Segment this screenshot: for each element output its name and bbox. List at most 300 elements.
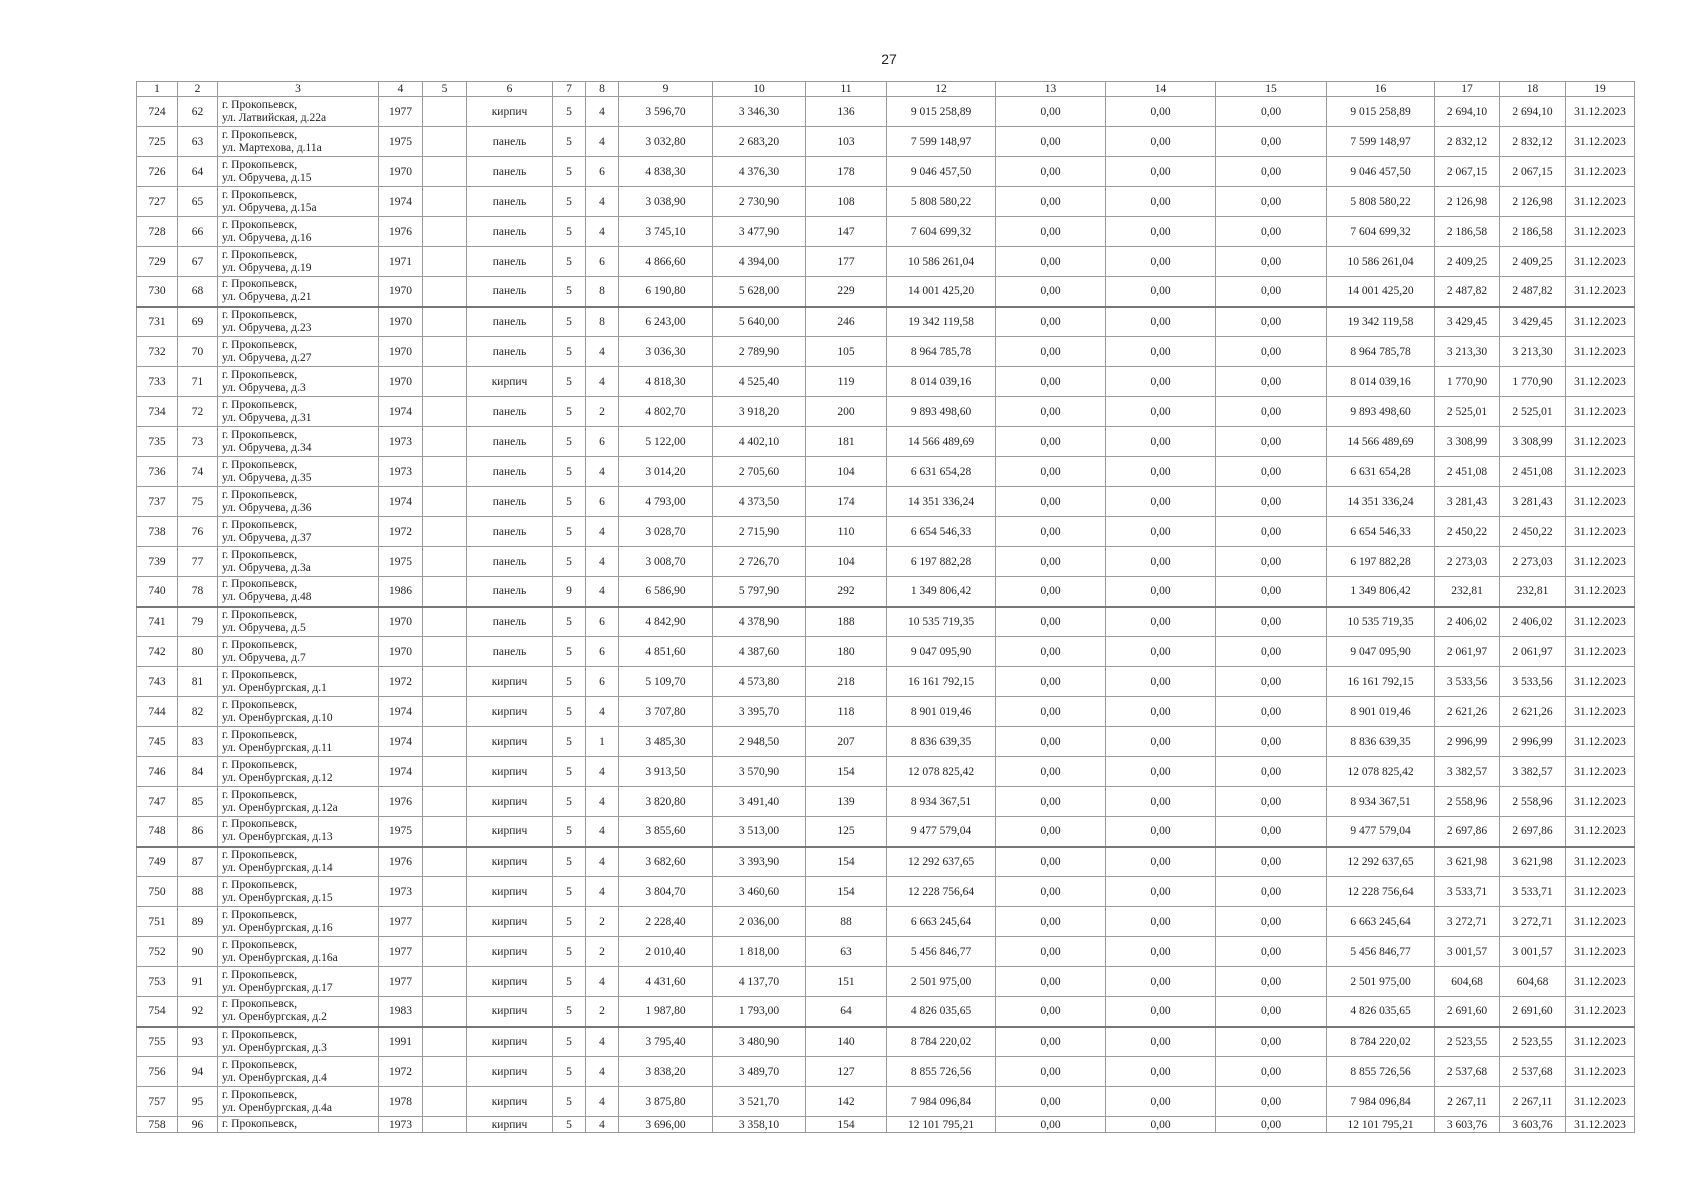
date-cell: 31.12.2023	[1566, 337, 1635, 367]
address-cell	[218, 247, 379, 277]
floors-cell: 5	[553, 487, 586, 517]
wall-material-cell: панель	[467, 607, 553, 637]
table-row	[137, 847, 1635, 877]
row-number-cell: 726	[137, 157, 178, 187]
value-cell-16: 8 934 367,51	[1327, 787, 1435, 817]
value-cell-18: 2 621,26	[1500, 697, 1566, 727]
value-cell-17: 2 691,60	[1435, 997, 1500, 1027]
entrances-cell: 6	[586, 487, 619, 517]
year-cell: 1972	[379, 517, 423, 547]
value-cell-17: 2 126,98	[1435, 187, 1500, 217]
floors-cell: 5	[553, 427, 586, 457]
wall-material-cell: кирпич	[467, 997, 553, 1027]
date-cell: 31.12.2023	[1566, 187, 1635, 217]
date-cell: 31.12.2023	[1566, 127, 1635, 157]
table-row	[137, 757, 1635, 787]
residents-cell: 127	[806, 1057, 887, 1087]
value-cell-13: 0,00	[996, 367, 1106, 397]
cost-cell: 10 535 719,35	[887, 607, 996, 637]
value-cell-15: 0,00	[1216, 487, 1327, 517]
value-cell-16: 1 349 806,42	[1327, 577, 1435, 607]
floors-cell: 5	[553, 607, 586, 637]
date-cell: 31.12.2023	[1566, 877, 1635, 907]
residents-cell: 110	[806, 517, 887, 547]
column-header-3: 3	[218, 82, 379, 97]
floors-cell: 5	[553, 1027, 586, 1057]
total-area-cell: 2 010,40	[619, 937, 713, 967]
row-index-cell: 81	[178, 667, 218, 697]
value-cell-16: 6 631 654,28	[1327, 457, 1435, 487]
value-cell-15: 0,00	[1216, 967, 1327, 997]
value-cell-16: 7 604 699,32	[1327, 217, 1435, 247]
row-number-cell: 757	[137, 1087, 178, 1117]
date-cell: 31.12.2023	[1566, 247, 1635, 277]
living-area-cell: 3 918,20	[713, 397, 806, 427]
wall-material-cell: кирпич	[467, 97, 553, 127]
table-row	[137, 427, 1635, 457]
address-cell	[218, 337, 379, 367]
value-cell-18: 3 533,56	[1500, 667, 1566, 697]
entrances-cell: 2	[586, 397, 619, 427]
value-cell-13: 0,00	[996, 847, 1106, 877]
row-number-cell: 736	[137, 457, 178, 487]
empty-cell	[423, 907, 467, 937]
address-city: г. Прокопьевск,	[222, 818, 298, 831]
year-cell: 1970	[379, 607, 423, 637]
cost-cell: 7 984 096,84	[887, 1087, 996, 1117]
value-cell-16: 9 893 498,60	[1327, 397, 1435, 427]
row-number-cell: 750	[137, 877, 178, 907]
year-cell: 1973	[379, 1117, 423, 1133]
row-number-cell: 747	[137, 787, 178, 817]
empty-cell	[423, 937, 467, 967]
empty-cell	[423, 1057, 467, 1087]
residents-cell: 154	[806, 877, 887, 907]
value-cell-18: 232,81	[1500, 577, 1566, 607]
row-number-cell: 741	[137, 607, 178, 637]
value-cell-14: 0,00	[1106, 397, 1216, 427]
empty-cell	[423, 517, 467, 547]
empty-cell	[423, 157, 467, 187]
address-cell	[218, 727, 379, 757]
empty-cell	[423, 697, 467, 727]
value-cell-18: 3 213,30	[1500, 337, 1566, 367]
row-number-cell: 730	[137, 277, 178, 307]
column-header-13: 13	[996, 82, 1106, 97]
total-area-cell: 3 707,80	[619, 697, 713, 727]
date-cell: 31.12.2023	[1566, 157, 1635, 187]
total-area-cell: 3 014,20	[619, 457, 713, 487]
table-row	[137, 1027, 1635, 1057]
cost-cell: 19 342 119,58	[887, 307, 996, 337]
table-row	[137, 697, 1635, 727]
value-cell-15: 0,00	[1216, 427, 1327, 457]
empty-cell	[423, 307, 467, 337]
residents-cell: 151	[806, 967, 887, 997]
year-cell: 1974	[379, 727, 423, 757]
living-area-cell: 2 705,60	[713, 457, 806, 487]
cost-cell: 12 101 795,21	[887, 1117, 996, 1133]
value-cell-18: 2 697,86	[1500, 817, 1566, 847]
wall-material-cell: кирпич	[467, 1027, 553, 1057]
living-area-cell: 2 715,90	[713, 517, 806, 547]
value-cell-15: 0,00	[1216, 697, 1327, 727]
value-cell-14: 0,00	[1106, 907, 1216, 937]
value-cell-18: 3 429,45	[1500, 307, 1566, 337]
date-cell: 31.12.2023	[1566, 787, 1635, 817]
value-cell-17: 3 621,98	[1435, 847, 1500, 877]
entrances-cell: 4	[586, 97, 619, 127]
residents-cell: 180	[806, 637, 887, 667]
value-cell-14: 0,00	[1106, 337, 1216, 367]
row-number-cell: 731	[137, 307, 178, 337]
address-street: ул. Оренбургская, д.14	[222, 861, 333, 874]
empty-cell	[423, 547, 467, 577]
floors-cell: 5	[553, 217, 586, 247]
value-cell-17: 2 450,22	[1435, 517, 1500, 547]
total-area-cell: 4 851,60	[619, 637, 713, 667]
living-area-cell: 3 491,40	[713, 787, 806, 817]
column-header-17: 17	[1435, 82, 1500, 97]
value-cell-16: 9 046 457,50	[1327, 157, 1435, 187]
value-cell-18: 2 832,12	[1500, 127, 1566, 157]
empty-cell	[423, 997, 467, 1027]
entrances-cell: 6	[586, 607, 619, 637]
residents-cell: 174	[806, 487, 887, 517]
table-row	[137, 517, 1635, 547]
date-cell: 31.12.2023	[1566, 1087, 1635, 1117]
table-row	[137, 97, 1635, 127]
empty-cell	[423, 247, 467, 277]
address-street: ул. Мартехова, д.11а	[222, 141, 322, 154]
date-cell: 31.12.2023	[1566, 427, 1635, 457]
floors-cell: 5	[553, 1087, 586, 1117]
date-cell: 31.12.2023	[1566, 547, 1635, 577]
value-cell-18: 3 001,57	[1500, 937, 1566, 967]
total-area-cell: 3 696,00	[619, 1117, 713, 1133]
entrances-cell: 4	[586, 187, 619, 217]
value-cell-15: 0,00	[1216, 847, 1327, 877]
value-cell-18: 1 770,90	[1500, 367, 1566, 397]
empty-cell	[423, 967, 467, 997]
living-area-cell: 4 402,10	[713, 427, 806, 457]
residents-cell: 154	[806, 757, 887, 787]
floors-cell: 5	[553, 127, 586, 157]
address-city: г. Прокопьевск,	[222, 308, 298, 321]
value-cell-14: 0,00	[1106, 157, 1216, 187]
address-street: ул. Обручева, д.35	[222, 471, 312, 484]
date-cell: 31.12.2023	[1566, 307, 1635, 337]
value-cell-17: 2 832,12	[1435, 127, 1500, 157]
value-cell-15: 0,00	[1216, 1027, 1327, 1057]
value-cell-16: 9 477 579,04	[1327, 817, 1435, 847]
value-cell-18: 2 267,11	[1500, 1087, 1566, 1117]
value-cell-13: 0,00	[996, 1117, 1106, 1133]
value-cell-13: 0,00	[996, 217, 1106, 247]
value-cell-13: 0,00	[996, 97, 1106, 127]
total-area-cell: 4 818,30	[619, 367, 713, 397]
address-cell	[218, 517, 379, 547]
address-street: ул. Обручева, д.7	[222, 651, 306, 664]
value-cell-17: 2 537,68	[1435, 1057, 1500, 1087]
row-number-cell: 725	[137, 127, 178, 157]
row-number-cell: 724	[137, 97, 178, 127]
value-cell-13: 0,00	[996, 157, 1106, 187]
total-area-cell: 3 008,70	[619, 547, 713, 577]
empty-cell	[423, 337, 467, 367]
row-index-cell: 76	[178, 517, 218, 547]
address-city: г. Прокопьевск,	[222, 488, 298, 501]
value-cell-15: 0,00	[1216, 127, 1327, 157]
value-cell-13: 0,00	[996, 427, 1106, 457]
row-number-cell: 740	[137, 577, 178, 607]
residents-cell: 181	[806, 427, 887, 457]
living-area-cell: 5 797,90	[713, 577, 806, 607]
value-cell-17: 3 533,56	[1435, 667, 1500, 697]
date-cell: 31.12.2023	[1566, 697, 1635, 727]
wall-material-cell: кирпич	[467, 1117, 553, 1133]
address-cell	[218, 187, 379, 217]
address-city: г. Прокопьевск,	[222, 638, 298, 651]
wall-material-cell: кирпич	[467, 967, 553, 997]
value-cell-17: 2 406,02	[1435, 607, 1500, 637]
entrances-cell: 8	[586, 307, 619, 337]
total-area-cell: 3 745,10	[619, 217, 713, 247]
row-index-cell: 62	[178, 97, 218, 127]
address-cell	[218, 457, 379, 487]
address-street: ул. Оренбургская, д.12	[222, 771, 333, 784]
value-cell-15: 0,00	[1216, 307, 1327, 337]
residents-cell: 147	[806, 217, 887, 247]
row-index-cell: 69	[178, 307, 218, 337]
value-cell-18: 2 694,10	[1500, 97, 1566, 127]
cost-cell: 12 228 756,64	[887, 877, 996, 907]
living-area-cell: 4 376,30	[713, 157, 806, 187]
floors-cell: 5	[553, 307, 586, 337]
floors-cell: 5	[553, 277, 586, 307]
wall-material-cell: панель	[467, 187, 553, 217]
column-header-12: 12	[887, 82, 996, 97]
table-row	[137, 727, 1635, 757]
living-area-cell: 3 477,90	[713, 217, 806, 247]
value-cell-17: 3 001,57	[1435, 937, 1500, 967]
address-street: ул. Оренбургская, д.4а	[222, 1101, 332, 1114]
value-cell-14: 0,00	[1106, 877, 1216, 907]
living-area-cell: 3 513,00	[713, 817, 806, 847]
empty-cell	[423, 577, 467, 607]
floors-cell: 5	[553, 637, 586, 667]
residents-cell: 218	[806, 667, 887, 697]
wall-material-cell: панель	[467, 397, 553, 427]
column-header-14: 14	[1106, 82, 1216, 97]
value-cell-16: 6 197 882,28	[1327, 547, 1435, 577]
floors-cell: 5	[553, 97, 586, 127]
date-cell: 31.12.2023	[1566, 757, 1635, 787]
cost-cell: 14 001 425,20	[887, 277, 996, 307]
value-cell-16: 12 101 795,21	[1327, 1117, 1435, 1133]
table-row	[137, 277, 1635, 307]
year-cell: 1972	[379, 1057, 423, 1087]
row-number-cell: 748	[137, 817, 178, 847]
date-cell: 31.12.2023	[1566, 817, 1635, 847]
empty-cell	[423, 877, 467, 907]
value-cell-17: 2 067,15	[1435, 157, 1500, 187]
address-city: г. Прокопьевск,	[222, 158, 298, 171]
value-cell-14: 0,00	[1106, 247, 1216, 277]
address-cell	[218, 217, 379, 247]
address-cell	[218, 787, 379, 817]
address-city: г. Прокопьевск,	[222, 668, 298, 681]
total-area-cell: 6 243,00	[619, 307, 713, 337]
wall-material-cell: кирпич	[467, 787, 553, 817]
row-number-cell: 734	[137, 397, 178, 427]
value-cell-17: 2 697,86	[1435, 817, 1500, 847]
row-number-cell: 753	[137, 967, 178, 997]
value-cell-17: 2 451,08	[1435, 457, 1500, 487]
value-cell-13: 0,00	[996, 607, 1106, 637]
empty-cell	[423, 457, 467, 487]
value-cell-14: 0,00	[1106, 577, 1216, 607]
table-row	[137, 337, 1635, 367]
table-row	[137, 487, 1635, 517]
value-cell-15: 0,00	[1216, 937, 1327, 967]
floors-cell: 5	[553, 1117, 586, 1133]
value-cell-13: 0,00	[996, 727, 1106, 757]
year-cell: 1970	[379, 277, 423, 307]
cost-cell: 9 015 258,89	[887, 97, 996, 127]
residents-cell: 104	[806, 457, 887, 487]
address-city: г. Прокопьевск,	[222, 398, 298, 411]
wall-material-cell: кирпич	[467, 877, 553, 907]
row-number-cell: 729	[137, 247, 178, 277]
cost-cell: 16 161 792,15	[887, 667, 996, 697]
value-cell-18: 2 273,03	[1500, 547, 1566, 577]
row-number-cell: 727	[137, 187, 178, 217]
address-street: ул. Оренбургская, д.4	[222, 1071, 327, 1084]
wall-material-cell: панель	[467, 637, 553, 667]
date-cell: 31.12.2023	[1566, 637, 1635, 667]
value-cell-13: 0,00	[996, 967, 1106, 997]
address-city: г. Прокопьевск,	[222, 788, 298, 801]
row-number-cell: 752	[137, 937, 178, 967]
row-index-cell: 72	[178, 397, 218, 427]
wall-material-cell: панель	[467, 457, 553, 487]
address-cell	[218, 697, 379, 727]
value-cell-13: 0,00	[996, 637, 1106, 667]
row-number-cell: 732	[137, 337, 178, 367]
value-cell-14: 0,00	[1106, 787, 1216, 817]
value-cell-15: 0,00	[1216, 97, 1327, 127]
total-area-cell: 4 802,70	[619, 397, 713, 427]
value-cell-14: 0,00	[1106, 307, 1216, 337]
address-cell	[218, 907, 379, 937]
row-number-cell: 745	[137, 727, 178, 757]
value-cell-16: 6 663 245,64	[1327, 907, 1435, 937]
entrances-cell: 2	[586, 997, 619, 1027]
value-cell-15: 0,00	[1216, 667, 1327, 697]
address-cell	[218, 1027, 379, 1057]
value-cell-14: 0,00	[1106, 427, 1216, 457]
total-area-cell: 4 866,60	[619, 247, 713, 277]
table-row	[137, 217, 1635, 247]
value-cell-15: 0,00	[1216, 757, 1327, 787]
residents-cell: 177	[806, 247, 887, 277]
value-cell-14: 0,00	[1106, 667, 1216, 697]
row-number-cell: 758	[137, 1117, 178, 1133]
value-cell-15: 0,00	[1216, 1087, 1327, 1117]
floors-cell: 5	[553, 937, 586, 967]
address-city: г. Прокопьевск,	[222, 248, 298, 261]
residents-cell: 200	[806, 397, 887, 427]
row-number-cell: 739	[137, 547, 178, 577]
empty-cell	[423, 1087, 467, 1117]
living-area-cell: 3 358,10	[713, 1117, 806, 1133]
value-cell-14: 0,00	[1106, 547, 1216, 577]
value-cell-15: 0,00	[1216, 547, 1327, 577]
table-row	[137, 1087, 1635, 1117]
value-cell-13: 0,00	[996, 547, 1106, 577]
entrances-cell: 4	[586, 817, 619, 847]
total-area-cell: 6 586,90	[619, 577, 713, 607]
row-index-cell: 78	[178, 577, 218, 607]
year-cell: 1971	[379, 247, 423, 277]
value-cell-17: 2 996,99	[1435, 727, 1500, 757]
value-cell-15: 0,00	[1216, 1117, 1327, 1133]
floors-cell: 5	[553, 877, 586, 907]
value-cell-18: 3 603,76	[1500, 1117, 1566, 1133]
total-area-cell: 5 109,70	[619, 667, 713, 697]
address-street: ул. Обручева, д.3а	[222, 561, 311, 574]
residents-cell: 103	[806, 127, 887, 157]
value-cell-17: 2 186,58	[1435, 217, 1500, 247]
cost-cell: 4 826 035,65	[887, 997, 996, 1027]
address-street: ул. Обручева, д.16	[222, 231, 312, 244]
residents-cell: 178	[806, 157, 887, 187]
floors-cell: 5	[553, 997, 586, 1027]
address-street: ул. Обручева, д.15а	[222, 201, 317, 214]
row-index-cell: 65	[178, 187, 218, 217]
value-cell-17: 3 603,76	[1435, 1117, 1500, 1133]
cost-cell: 2 501 975,00	[887, 967, 996, 997]
entrances-cell: 1	[586, 727, 619, 757]
value-cell-15: 0,00	[1216, 277, 1327, 307]
total-area-cell: 3 032,80	[619, 127, 713, 157]
value-cell-16: 7 984 096,84	[1327, 1087, 1435, 1117]
column-header-4: 4	[379, 82, 423, 97]
value-cell-15: 0,00	[1216, 517, 1327, 547]
table-body	[137, 97, 1635, 1133]
floors-cell: 9	[553, 577, 586, 607]
row-number-cell: 755	[137, 1027, 178, 1057]
total-area-cell: 3 820,80	[619, 787, 713, 817]
address-street: ул. Обручева, д.23	[222, 321, 312, 334]
living-area-cell: 1 793,00	[713, 997, 806, 1027]
table-row	[137, 637, 1635, 667]
value-cell-15: 0,00	[1216, 247, 1327, 277]
value-cell-14: 0,00	[1106, 1057, 1216, 1087]
value-cell-16: 12 228 756,64	[1327, 877, 1435, 907]
value-cell-13: 0,00	[996, 577, 1106, 607]
address-cell	[218, 487, 379, 517]
value-cell-14: 0,00	[1106, 997, 1216, 1027]
entrances-cell: 6	[586, 157, 619, 187]
entrances-cell: 4	[586, 217, 619, 247]
value-cell-18: 2 067,15	[1500, 157, 1566, 187]
year-cell: 1970	[379, 307, 423, 337]
address-city: г. Прокопьевск,	[222, 728, 298, 741]
table-row	[137, 457, 1635, 487]
row-number-cell: 733	[137, 367, 178, 397]
